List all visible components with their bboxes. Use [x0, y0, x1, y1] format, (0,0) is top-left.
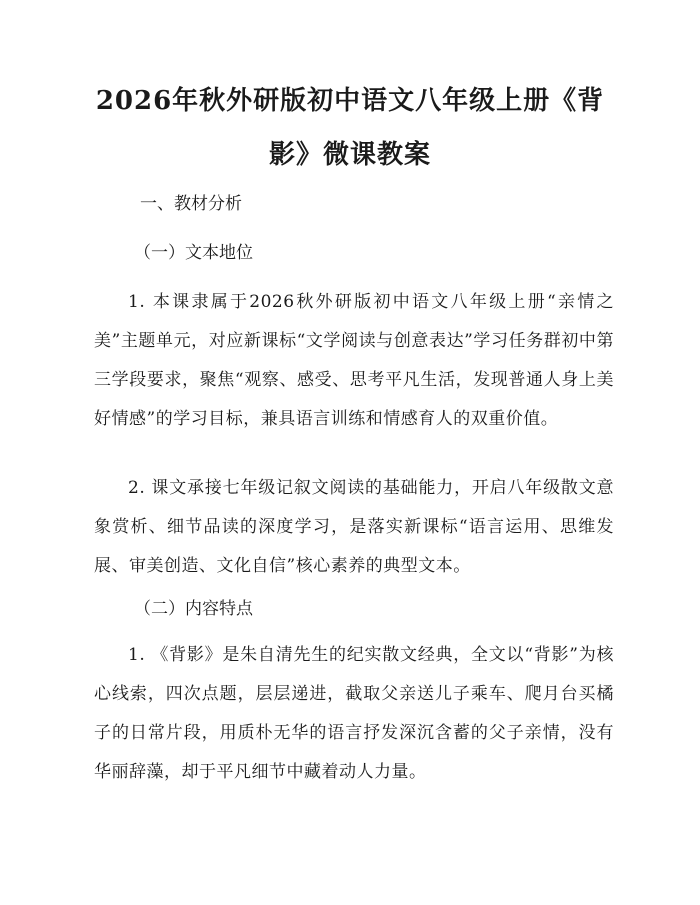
section-heading-textbook-analysis: 一、教材分析	[140, 194, 242, 214]
paragraph-content-features-1: 1. 《背影》是朱自清先生的纪实散文经典，全文以“背影”为核心线索，四次点题，层层递进，截取父亲送儿子乘车、爬月台买橘子的日常片段，用质朴无华的语言抒发深沉含蓄的父子亲情，没有华丽辞藻，却于平凡细节中藏着动人力量。	[94, 645, 614, 782]
paragraph-text-position-2: 2. 课文承接七年级记叙文阅读的基础能力，开启八年级散文意象赏析、细节品读的深度学习，是落实新课标“语言运用、思维发展、审美创造、文化自信”核心素养的典型文本。	[94, 478, 614, 576]
document-title: 2026年秋外研版初中语文八年级上册《背影》微课教案	[95, 86, 605, 170]
paragraph-text-position-1: 1. 本课隶属于2026秋外研版初中语文八年级上册“亲情之美”主题单元，对应新课标“文学阅读与创意表达”学习任务群初中第三学段要求，聚焦“观察、感受、思考平凡生活，发现普通人身上美好情感”的学习目标，兼具语言训练和情感育人的双重价值。	[94, 292, 614, 429]
subsection-heading-text-position: （一）文本地位	[134, 243, 253, 263]
subsection-heading-content-features: （二）内容特点	[134, 599, 253, 619]
